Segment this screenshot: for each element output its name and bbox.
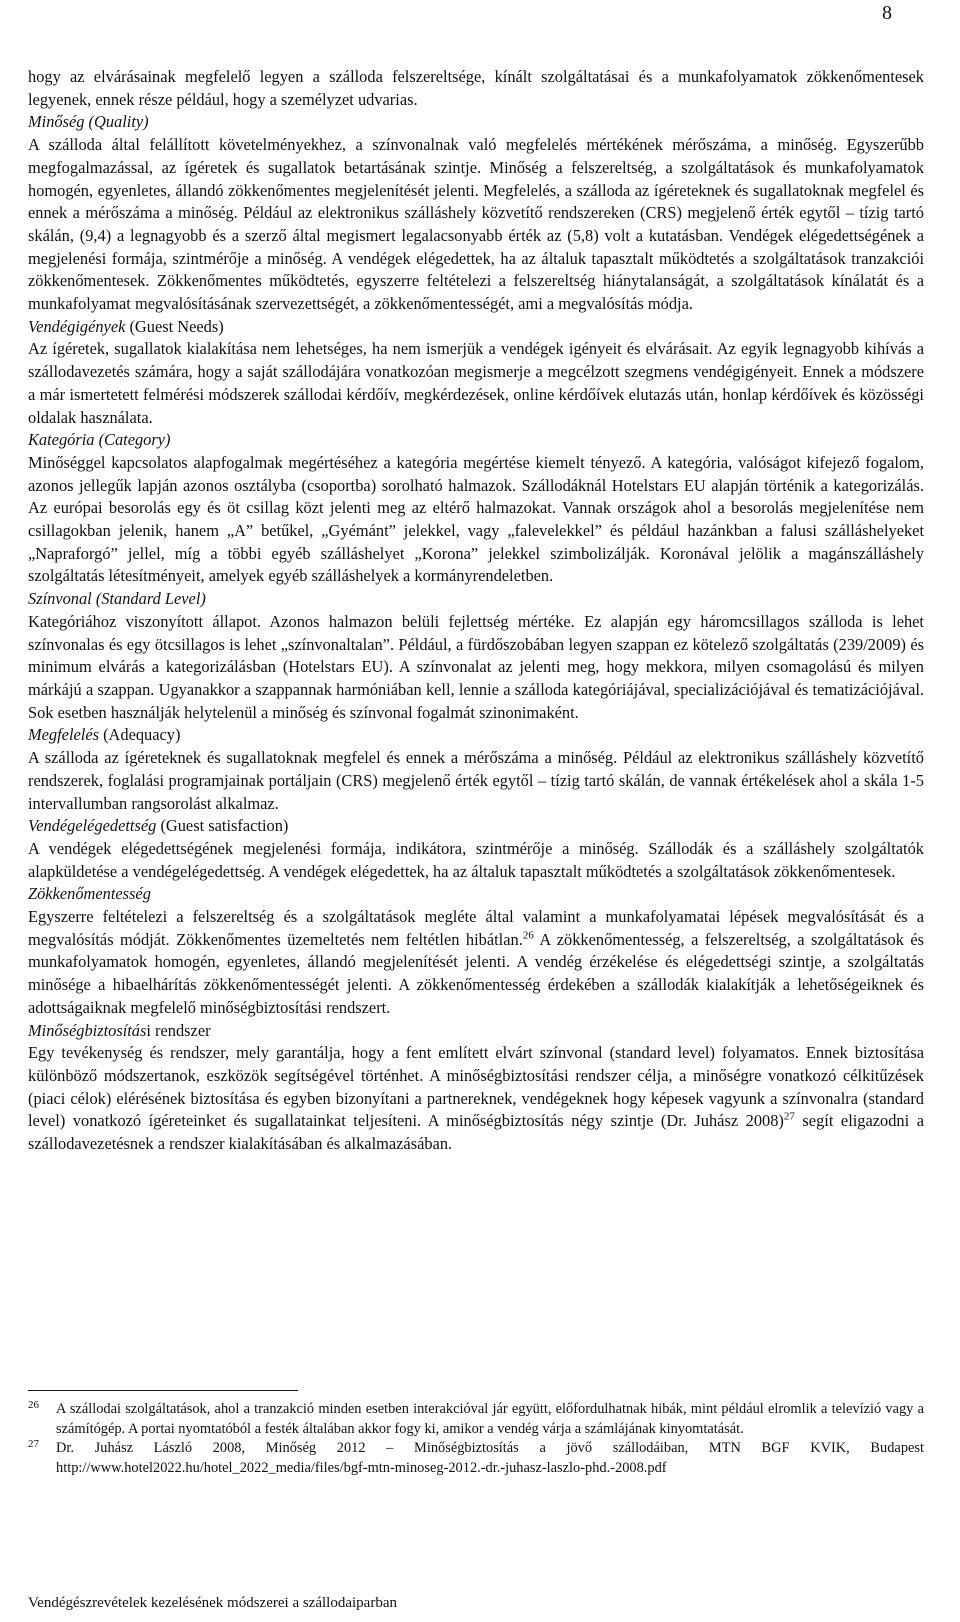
main-text: [28, 66, 924, 1156]
paragraph: A szálloda által felállított követelményekhez, a színvonalnak való megfelelés mértékének mérőszáma, a minőség. Egyszerűbb megfogalmazással, az ígéretek és sugallatok betartásának szintje. Minőség a felszereltség, a szolgáltatások és munkafolyamatok homogén, egyenletes, állandó zökkenőmentes megjelenítését jelenti. Megfelelés, a szálloda az ígéreteknek és sugallatoknak megfelel és ennek a mérőszáma a minőség. Például az elektronikus szálláshely közvetítő rendszereken (CRS) megjelenő érték egytől – tízig tartó skálán, (9,4) a legnagyobb és a szerző által megismert legalacsonyabb érték az (5,8) volt a kutatásban. Vendégek elégedettségének a megjelenési formája, szintmérője a minőség. A vendégek elégedettek, ha az általuk tapasztalt működtetés a szolgáltatások tranzakciói zökkenőmentesek. Zökkenőmentes működtetés, egyszerre feltételezi a felszereltség hiánytalanságát, a szolgáltatások kínálatát és a munkafolyamat megvalósításának szervezettségét, a zökkenőmentességét, ami a megvalósítás módja.: [28, 135, 924, 314]
paragraph: A szálloda az ígéreteknek és sugallatoknak megfelel és ennek a mérőszáma a minőség. Például az elektronikus szálláshely közvetítő rendszerek, foglalási programjainak portáljain (CRS) megjelenő érték egytől – tízig tartó skálán, de vannak értékelések ahol a skála 1-5 intervallumban rangsorolást alkalmaz.: [28, 748, 924, 813]
paragraph: Kategóriához viszonyított állapot. Azonos halmazon belüli fejlettség mértéke. Ez alapján egy háromcsillagos szálloda is lehet színvonalas és egy ötcsillagos is lehet „színvonaltalan”. Például, a fürdőszobában legyen szappan ez kötelező szolgáltatás (239/2009) és minimum elvárás a kategorizálásban (Hotelstars EU). A színvonalat az jelenti meg, hogy mekkora, milyen csomagolású és milyen márkájú a szappan. Ugyanakkor a szappannak harmóniában kell, lennie a szálloda kategóriájával, specializációjával és tematizációjával. Sok esetben használják helytelenül a minőség és színvonal fogalmát szinonimaként.: [28, 611, 924, 722]
footnote-27: 27 Dr. Juhász László 2008, Minőség 2012 – Minőségbiztosítás a jövő szállodáiban, MTN BGF KVIK, Budapest http://www.hotel2022.hu/hotel_2022_media/files/bgf-mtn-minoseg-2012.-dr.-juhasz-laszlo-phd.-2008.pdf: [28, 1438, 924, 1477]
footnote-26: 26 A szállodai szolgáltatások, ahol a tranzakció minden esetben interakcióval jár együtt, előfordulhatnak hibák, mint például elromlik a televízió vagy a számítógép. A portai nyomtatóból a festék általában akkor fogy ki, amikor a vendég várja a számlájának kinyomtatását.: [28, 1399, 924, 1437]
page-footer: Vendégészrevételek kezelésének módszerei a szállodaiparban: [28, 1595, 397, 1611]
footnote-ref-27[interactable]: 27: [783, 1110, 795, 1123]
paragraph: hogy az elvárásainak megfelelő legyen a szálloda felszereltsége, kínált szolgáltatásai és a munkafolyamatok zökkenőmentesek legyenek, ennek része például, hogy a személyzet udvarias.: [28, 67, 924, 109]
page-number: 8: [882, 2, 892, 24]
section-heading-standard-level: Színvonal (Standard Level): [28, 589, 206, 609]
footnote-ref-26[interactable]: 26: [522, 929, 534, 942]
section-heading-smoothness: Zökkenőmentesség: [28, 884, 151, 904]
footnotes: [28, 1400, 924, 1479]
section-heading-quality: Minőség (Quality): [28, 112, 149, 132]
section-heading-guest-needs: Vendégigények (Guest Needs): [28, 316, 224, 336]
section-heading-category: Kategória (Category): [28, 430, 171, 450]
footnote-divider: [28, 1390, 298, 1391]
section-heading-guest-satisfaction: Vendégelégedettség (Guest satisfaction): [28, 816, 289, 836]
section-heading-adequacy: Megfelelés (Adequacy): [28, 725, 181, 745]
paragraph: A vendégek elégedettségének megjelenési formája, indikátora, szintmérője a minőség. Szállodák és a szálláshely szolgáltatók alapküldetése a vendégelégedettség. A vendégek elégedettek, ha az általuk tapasztalt működtetés a szolgáltatások zökkenőmentesek.: [28, 838, 924, 881]
paragraph: Egyszerre feltételezi a felszereltség és a szolgáltatások megléte által valamint a munkafolyamatai lépések megvalósítását és a megvalósítás módját. Zökkenőmentes üzemeltetés nem feltétlen hibátlan.$^{26}$ A zökkenőmentesség, a felszereltség, a szolgáltatások és munkafolyamatok homogén, egyenletes, állandó megjelenítését jelenti. A vendég érzékelése és elégedettségi szintje, a szolgáltatás minősége a hibaelhárítás zökkenőmentességét jelenti. A zökkenőmentesség érdekében a szállodák kialakítják a lehetőségeiknek és adottságaiknak megfelelő minőségbiztosítási rendszert.: [28, 907, 924, 1017]
paragraph: Egy tevékenység és rendszer, mely garantálja, hogy a fent említett elvárt színvonal (standard level) folyamatos. Ennek biztosítása különböző módszertanok, eszközök segítségével történhet. A minőségbiztosítási rendszer célja, a minőségre vonatkozó célkitűzések (piaci célok) elérésének biztosítása és egyben bizonyítani a partnereknek, vendégeknek hogy képesek vagyunk a színvonalra (standard level) vonatkozó ígéreteinket és sugallatainkat teljesíteni. A minőségbiztosítás négy szintje (Dr. Juhász 2008)$^{27}$ segít eligazodni a szállodavezetésnek a rendszer kialakításában és alkalmazásában.: [28, 1043, 924, 1154]
paragraph: Az ígéretek, sugallatok kialakítása nem lehetséges, ha nem ismerjük a vendégek igényeit és elvárásait. Az egyik legnagyobb kihívás a szállodavezetés számára, hogy a saját szállodájára vonatkozóan megismerje a megcélzott szegmens vendégigényeit. Ennek a módszere a már ismertetett felmérési módszerek szállodai kérdőív, megkérdezések, online kérdőívek elutazás után, honlap kérdőívek és közösségi oldalak használata.: [28, 339, 924, 427]
paragraph: Minőséggel kapcsolatos alapfogalmak megértéséhez a kategória megértése kiemelt tényező. A kategória, valóságot kifejező fogalom, azonos jellegűk lapján azonos osztályba (csoportba) sorolható halmazok. Szállodáknál Hotelstars EU alapján történik a kategorizálás. Az európai besorolás egy és öt csillag közt jelenti meg az eltérő halmazokat. Vannak országok ahol a besorolás megjelenítése nem csillagokban jelenik, hanem „A” betűkel, „Gyémánt” jelekkel, vagy „falevelekkel” és például hazánkban a falusi szálláshelyeket „Napraforgó” jellel, míg a többi egyéb szálláshelyet „Korona” jelekkel szimbolizálják. Koronával jelölik a magánszálláshely szolgáltatás létesítményeit, amelyek egyéb szálláshelyek a kormányrendeletben.: [28, 452, 924, 586]
section-heading-quality-assurance: Minőségbiztosítási rendszer: [28, 1020, 211, 1040]
